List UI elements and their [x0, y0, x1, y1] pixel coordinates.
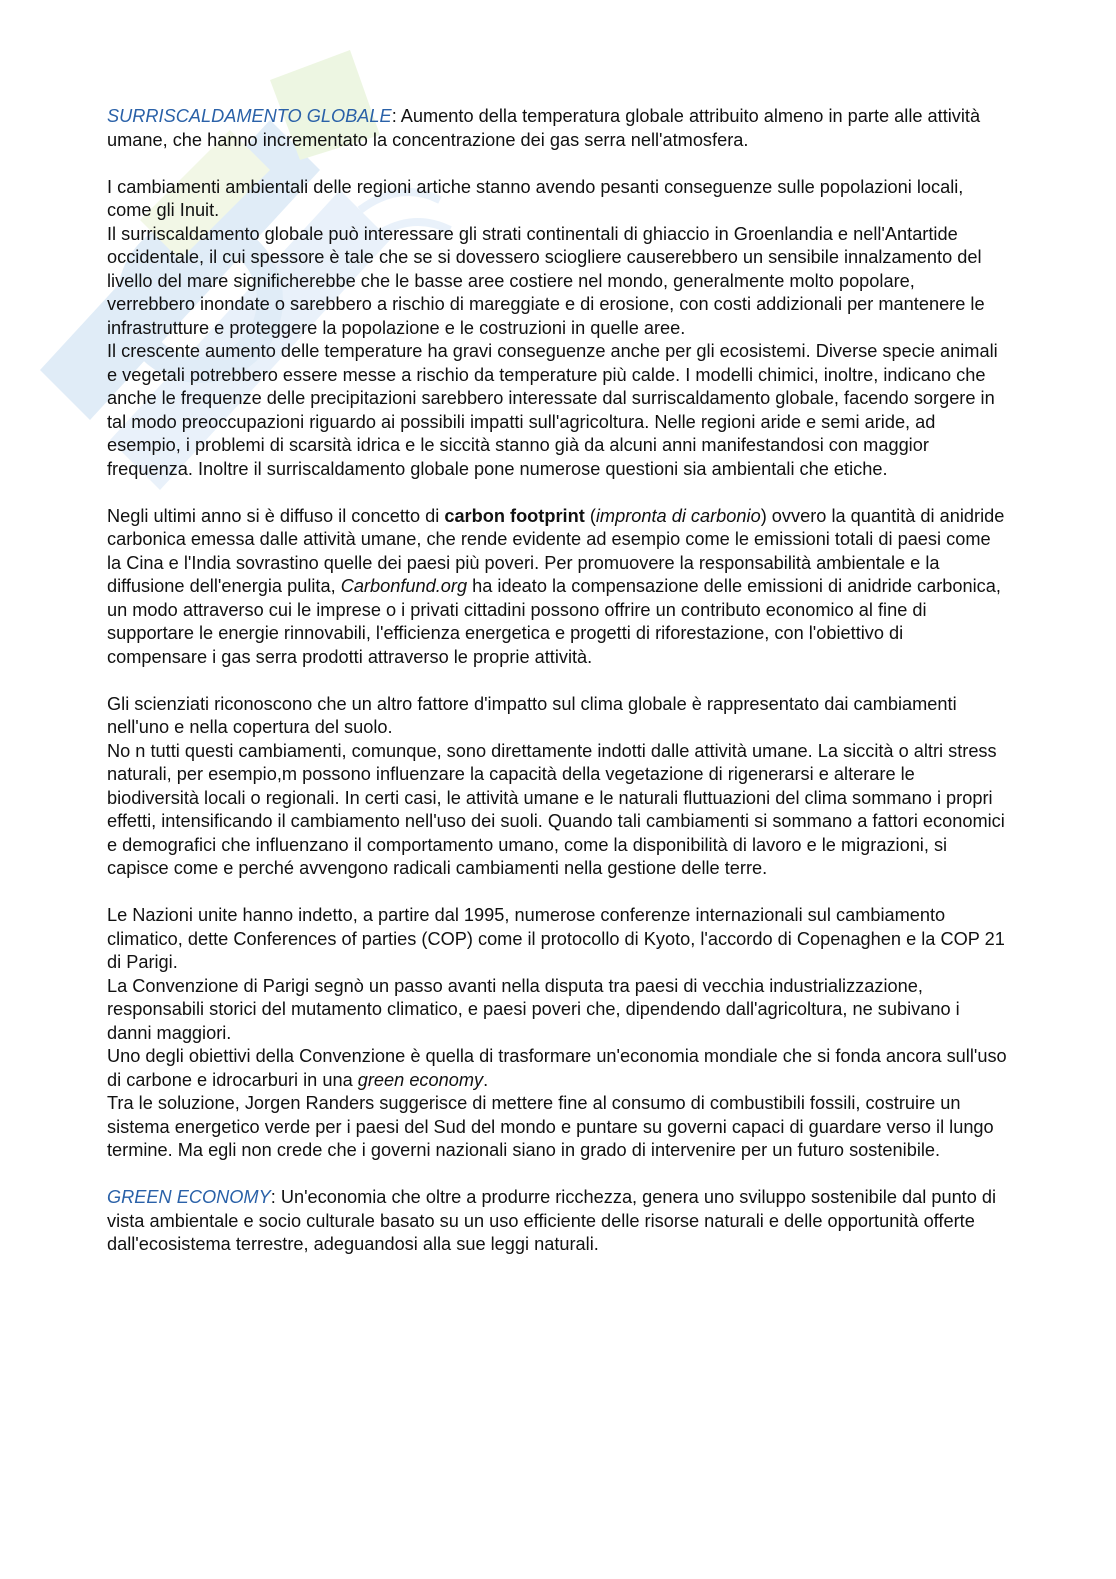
bold-carbon-footprint: carbon footprint: [444, 505, 585, 526]
paragraph-carbon-footprint: Negli ultimi anno si è diffuso il concetto di carbon footprint (impronta di carbonio) ovvero la quantità di anidride carbonica emessa dalle attività umane, che rende evidente ad esempio come le emissioni totali di paesi come la Cina e l'India sovrastino quelle dei paesi più poveri. Per promuovere la responsabilità ambientale e la diffusione dell'energia pulita, Carbonfund.org ha ideato la compensazione delle emissioni di anidride carbonica, un modo attraverso cui le imprese o i privati cittadini possono offrire un contributo economico al fine di supportare le energie rinnovabili, l'efficienza energetica e progetti di riforestazione, con l'obiettivo di compensare i gas serra prodotti attraverso le proprie attività.: [107, 505, 1005, 667]
definition-text: : Aumento della temperatura globale attribuito almeno in parte alle attività umane, che hanno incrementato la concentrazione dei gas serra nell'atmosfera.: [107, 106, 981, 150]
italic-carbonfund: Carbonfund.org: [340, 576, 468, 596]
paragraph-paris-convention: La Convenzione di Parigi segnò un passo avanti nella disputa tra paesi di vecchia industrializzazione, responsabili storici del mutamento climatico, e paesi poveri che, dipendendo dall'agricoltura, ne subivano i danni maggiori.: [107, 975, 960, 1043]
paragraph-definition-green-economy: [107, 1186, 1007, 1257]
term-green-economy: GREEN ECONOMY: [107, 1187, 271, 1207]
paragraph-convention-objectives: Uno degli obiettivi della Convenzione è quella di trasformare un'economia mondiale che si fonda ancora sull'uso di carbone e idrocarburi in una green economy.: [107, 1046, 1007, 1090]
document-body: [107, 105, 1007, 1257]
italic-impronta: impronta di carbonio: [595, 505, 761, 526]
paragraph-land-use: Gli scienziati riconoscono che un altro fattore d'impatto sul clima globale è rappresentato dai cambiamenti nell'uno e nella copertura del suolo.: [107, 693, 957, 737]
paragraph-arctic: I cambiamenti ambientali delle regioni artiche stanno avendo pesanti conseguenze sulle popolazioni locali, come gli Inuit.: [107, 176, 964, 220]
italic-green-economy: green economy: [357, 1069, 484, 1090]
paragraph-ecosystems: Il crescente aumento delle temperature ha gravi conseguenze anche per gli ecosistemi. Diverse specie animali e vegetali potrebbero essere messe a rischio da temperature più calde. I modelli chimici, inoltre, indicano che anche le frequenze delle precipitazioni sarebbero interessate dal surriscaldamento globale, facendo sorgere in tal modo preoccupazioni riguardo ai possibili impatti sull'agricoltura. Nelle regioni aride e semi aride, ad esempio, i problemi di scarsità idrica e le siccità stanno già da alcuni anni manifestandosi con maggior frequenza. Inoltre il surriscaldamento globale pone numerose questioni sia ambientali che etiche.: [107, 341, 998, 479]
paragraph-human-activity: No n tutti questi cambiamenti, comunque, sono direttamente indotti dalle attività umane. La siccità o altri stress naturali, per esempio,m possono influenzare la capacità della vegetazione di rigenerarsi e alterare le biodiversità locali o regionali. In certi casi, le attività umane e le naturali fluttuazioni del clima sommano i propri effetti, intensificando il cambiamento nell'uso dei suoli. Quando tali cambiamenti si sommano a fattori economici e demografici che influenzano il comportamento umano, come la disponibilità di lavoro e le migrazioni, si capisce come e perché avvengono radicali cambiamenti nella gestione delle terre.: [107, 740, 1005, 878]
paragraph-randers: Tra le soluzione, Jorgen Randers suggerisce di mettere fine al consumo di combustibili fossili, costruire un sistema energetico verde per i paesi del Sud del mondo e puntare su governi capaci di guardare verso il lungo termine. Ma egli non crede che i governi nazionali siano in grado di intervenire per un futuro sostenibile.: [107, 1093, 994, 1160]
paragraph-definition-global-warming: [107, 105, 1007, 152]
paragraph-ice-sheets: Il surriscaldamento globale può interessare gli strati continentali di ghiaccio in Groenlandia e nell'Antartide occidentale, il cui spessore è tale che se si dovessero sciogliere causerebbero un sensibile innalzamento del livello del mare significherebbe che le basse aree costiere nel mondo, generalmente molto popolare, verrebbero inondate o sarebbero a rischio di mareggiate e di erosione, con costi addizionali per mantenere le infrastrutture e proteggere la popolazione e le costruzioni in quelle aree.: [107, 223, 985, 338]
definition-text: : Un'economia che oltre a produrre ricchezza, genera uno sviluppo sostenibile dal punto di vista ambientale e socio culturale basato su un uso efficiente delle risorse naturali e delle opportunità offerte dall'ecosistema terrestre, adeguandosi alla sue leggi naturali.: [107, 1187, 997, 1254]
term-global-warming: SURRISCALDAMENTO GLOBALE: [107, 106, 392, 126]
paragraph-un-conferences: Le Nazioni unite hanno indetto, a partire dal 1995, numerose conferenze internazionali sul cambiamento climatico, dette Conferences of parties (COP) come il protocollo di Kyoto, l'accordo di Copenaghen e la COP 21 di Parigi.: [107, 905, 1005, 972]
